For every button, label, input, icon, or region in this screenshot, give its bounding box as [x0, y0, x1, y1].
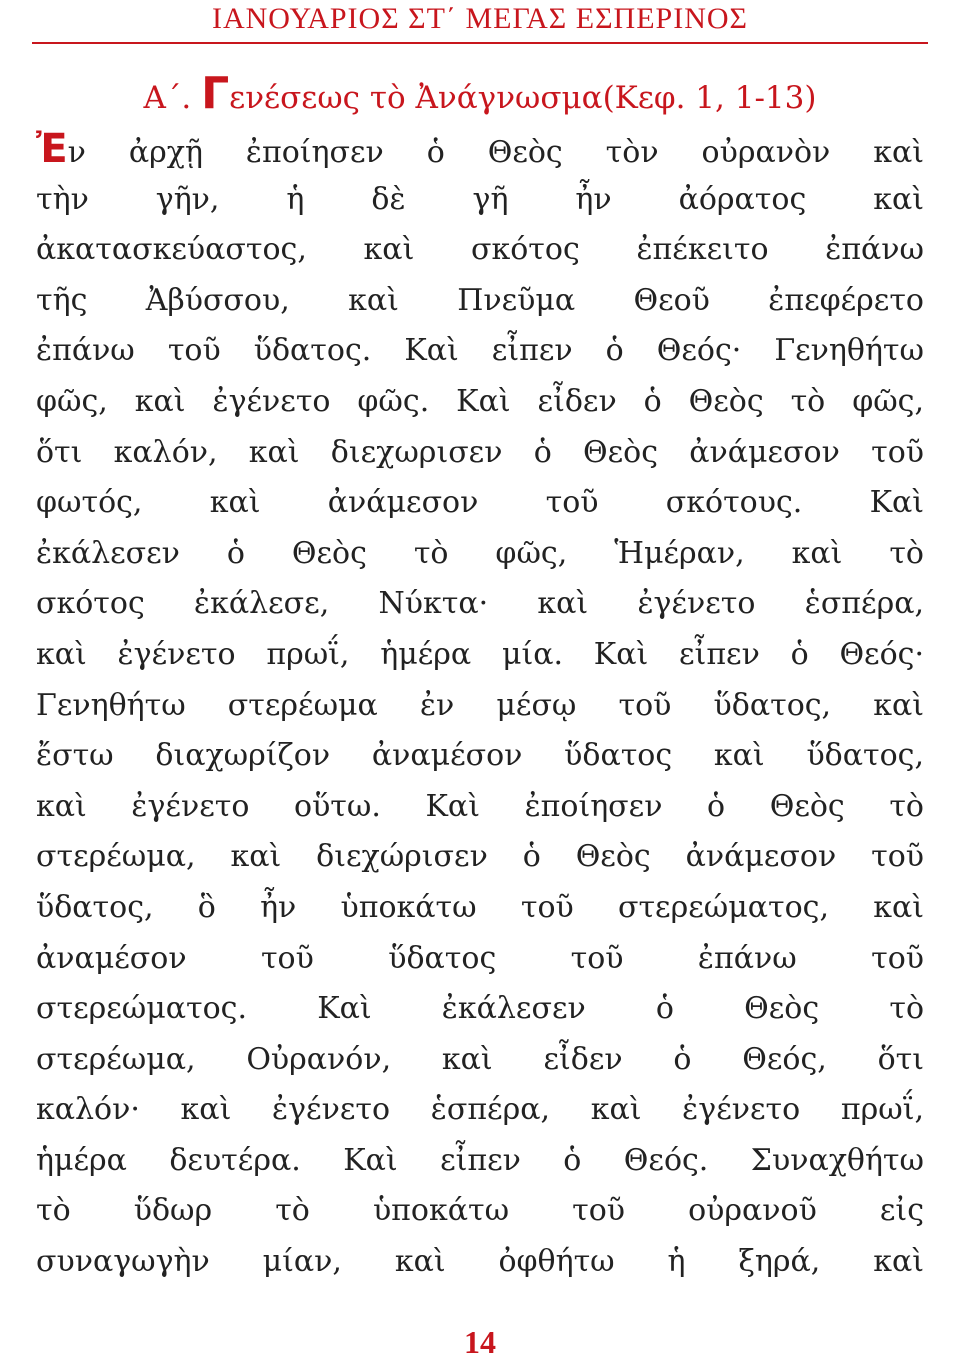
text-line: Γενηθήτω στερέωμα ἐν μέσῳ τοῦ ὕδατος, καὶ: [36, 687, 924, 723]
text-line-content: ν ἀρχῇ ἐποίησεν ὁ Θεὸς τὸν οὐρανὸν καὶ: [67, 135, 924, 170]
reading-body: [36, 124, 924, 1288]
text-line: τὸ ὕδωρ τὸ ὑποκάτω τοῦ οὐρανοῦ εἰς: [36, 1193, 924, 1229]
reading-initial-letter: Γ: [201, 68, 230, 119]
text-line: ὕδατος, ὃ ἦν ὑποκάτω τοῦ στερεώματος, καὶ: [36, 889, 924, 925]
text-line: καὶ ἐγένετο οὕτω. Καὶ ἐποίησεν ὁ Θεὸς τὸ: [36, 788, 924, 824]
page-number: 14: [464, 1324, 496, 1360]
text-line: φωτός, καὶ ἀνάμεσον τοῦ σκότους. Καὶ: [36, 485, 924, 521]
page-header: [0, 0, 960, 42]
text-line: στερέωμα, καὶ διεχώρισεν ὁ Θεὸς ἀνάμεσον τοῦ: [36, 839, 924, 875]
drop-cap: Ἐ: [36, 126, 68, 172]
text-line: ἔστω διαχωρίζον ἀναμέσον ὕδατος καὶ ὕδατος,: [36, 738, 924, 774]
reading-ordinal: Α΄.: [143, 80, 192, 116]
text-line: συναγωγὴν μίαν, καὶ ὀφθήτω ἡ ξηρά, καὶ: [36, 1244, 924, 1280]
header-divider: [32, 42, 928, 44]
reading-reference: (Κεφ. 1, 1-13): [602, 80, 817, 116]
text-line: σκότος ἐκάλεσε, Νύκτα· καὶ ἐγένετο ἑσπέρα,: [36, 586, 924, 622]
reading-title: [0, 68, 960, 120]
text-line: καὶ ἐγένετο πρωΐ, ἡμέρα μία. Καὶ εἶπεν ὁ Θεός·: [36, 636, 924, 672]
text-line: καλόν· καὶ ἐγένετο ἑσπέρα, καὶ ἐγένετο πρωΐ,: [36, 1092, 924, 1128]
text-line: στερεώματος. Καὶ ἐκάλεσεν ὁ Θεὸς τὸ: [36, 991, 924, 1027]
text-line: ἐκάλεσεν ὁ Θεὸς τὸ φῶς, Ἡμέραν, καὶ τὸ: [36, 535, 924, 571]
text-line: τὴν γῆν, ἡ δὲ γῆ ἦν ἀόρατος καὶ: [36, 181, 924, 217]
reading-title-text: ενέσεως τὸ Ἀνάγνωσμα: [229, 80, 603, 116]
text-line: τῆς Ἀβύσσου, καὶ Πνεῦμα Θεοῦ ἐπεφέρετο: [36, 282, 924, 318]
header-title: ΙΑΝΟΥΑΡΙΟΣ ΣΤ΄ ΜΕΓΑΣ ΕΣΠΕΡΙΝΟΣ: [211, 2, 749, 35]
text-line: ἀναμέσον τοῦ ὕδατος τοῦ ἐπάνω τοῦ: [36, 940, 924, 976]
text-line: ἐπάνω τοῦ ὕδατος. Καὶ εἶπεν ὁ Θεός· Γενηθήτω: [36, 333, 924, 369]
text-line: ἀκατασκεύαστος, καὶ σκότος ἐπέκειτο ἐπάνω: [36, 232, 924, 268]
text-line: ἡμέρα δευτέρα. Καὶ εἶπεν ὁ Θεός. Συναχθήτω: [36, 1142, 924, 1178]
text-line: στερέωμα, Οὐρανόν, καὶ εἶδεν ὁ Θεός, ὅτι: [36, 1041, 924, 1077]
text-line: [36, 124, 924, 175]
text-line: ὅτι καλόν, καὶ διεχωρισεν ὁ Θεὸς ἀνάμεσον τοῦ: [36, 434, 924, 470]
text-line: φῶς, καὶ ἐγένετο φῶς. Καὶ εἶδεν ὁ Θεὸς τὸ φῶς,: [36, 383, 924, 419]
